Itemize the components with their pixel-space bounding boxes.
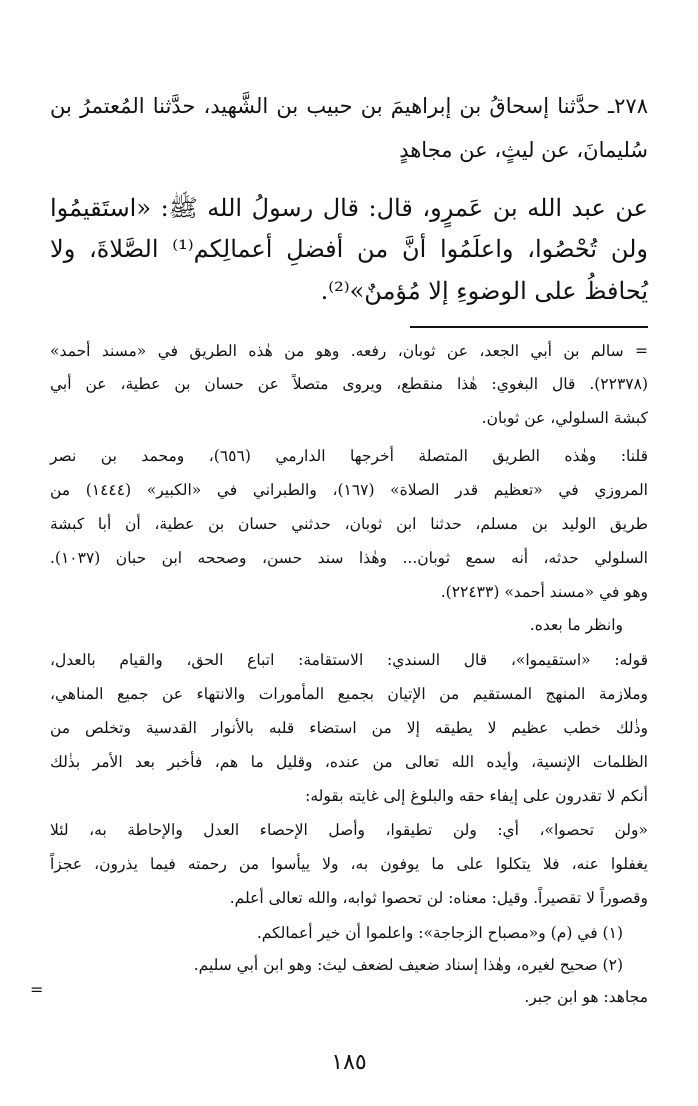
footnote-line: وقصوراً لا تقصيراً. وقيل: معناه: لن تحصوا ثوابه، والله تعالى أعلم.	[229, 889, 648, 907]
footnote-line: وهو في «مسند أحمد» (٢٢٤٣٣).	[440, 583, 648, 601]
footnote-line: وانظر ما بعده.	[529, 616, 623, 634]
footnote-line: وذٰلك خطب عظيم لا يطيقه إلا من استضاء قلبه بالأنوار القدسية وتخلص من	[50, 719, 648, 737]
footnote-line: أنكم لا تقدرون على إيفاء حقه والبلوغ إلى غايته بقوله:	[305, 787, 648, 805]
page-number: ١٨٥	[331, 1050, 367, 1075]
footnote-line: المروزي في «تعظيم قدر الصلاة» (١٦٧)، والطبراني في «الكبير» (١٤٤٤) من	[50, 481, 648, 499]
hadith-line-1: عن عبد الله بن عَمرٍو، قال: قال رسولُ الله ﷺ: «استَقيمُوا	[50, 194, 648, 222]
hadith-line-3: يُحافظُ على الوضوءِ إلا مُؤمنٌ»⁽²⁾.	[320, 277, 648, 305]
footnote-line: كبشة السلولي، عن ثوبان.	[481, 409, 648, 427]
footnote-line: قوله: «استقيموا»، قال السندي: الاستقامة: اتباع الحق، والقيام بالعدل،	[50, 651, 648, 669]
footnote-line: «ولن تحصوا»، أي: ولن تطيقوا، وأصل الإحصاء العدل والإحاطة به، لئلا	[50, 821, 648, 839]
hadith-line-2: ولن تُحْصُوا، واعلَمُوا أنَّ من أفضلِ أعمالِكم⁽¹⁾ الصَّلاةَ، ولا	[50, 235, 648, 263]
footnote-line: السلولي حدثه، أنه سمع ثوبان... وهٰذا سند حسن، وصححه ابن حبان (١٠٣٧).	[50, 549, 648, 567]
footnote-2: (٢) صحيح لغيره، وهٰذا إسناد ضعيف لضعف ليث: وهو ابن أبي سليم.	[193, 956, 623, 974]
footnote-line: قلنا: وهٰذه الطريق المتصلة أخرجها الدارمي (٦٥٦)، ومحمد بن نصر	[50, 447, 648, 465]
footnote-line: طريق الوليد بن مسلم، حدثنا ابن ثوبان، حدثني حسان بن عطية، أن أبا كبشة	[50, 515, 648, 533]
isnad-line-1: ٢٧٨ـ حدَّثنا إسحاقُ بن إبراهيمَ بن حبيب بن الشَّهيد، حدَّثنا المُعتمرُ بن	[50, 94, 648, 118]
footnote-line: = سالم بن أبي الجعد، عن ثوبان، رفعه. وهو من هٰذه الطريق في «مسند أحمد»	[50, 342, 648, 360]
footnote-separator	[410, 326, 648, 328]
footnote-line: وملازمة المنهج المستقيم من الإتيان بجميع المأمورات والانتهاء عن جميع المناهي،	[50, 685, 648, 703]
footnote-line: (٢٢٣٧٨). قال البغوي: هٰذا منقطع، ويروى متصلاً عن حسان بن عطية، عن أبي	[50, 375, 648, 393]
footnote-line: الظلمات الإنسية، وأيده الله تعالى من عنده، وقليل ما هم، فأخبر بعد الأمر بذٰلك	[50, 753, 648, 771]
footnote-line: يغفلوا عنه، فلا يتكلوا على ما يوفون به، ولا ييأسوا من رحمته فيما يذرون، عجزاً	[50, 855, 648, 873]
continuation-mark: =	[30, 980, 44, 999]
footnote-line: مجاهد: هو ابن جبر.	[524, 988, 648, 1006]
footnote-1: (١) في (م) و«مصباح الزجاجة»: واعلموا أن خير أعمالكم.	[256, 924, 623, 942]
isnad-line-2: سُليمانَ، عن ليثٍ، عن مجاهدٍ	[399, 138, 648, 162]
